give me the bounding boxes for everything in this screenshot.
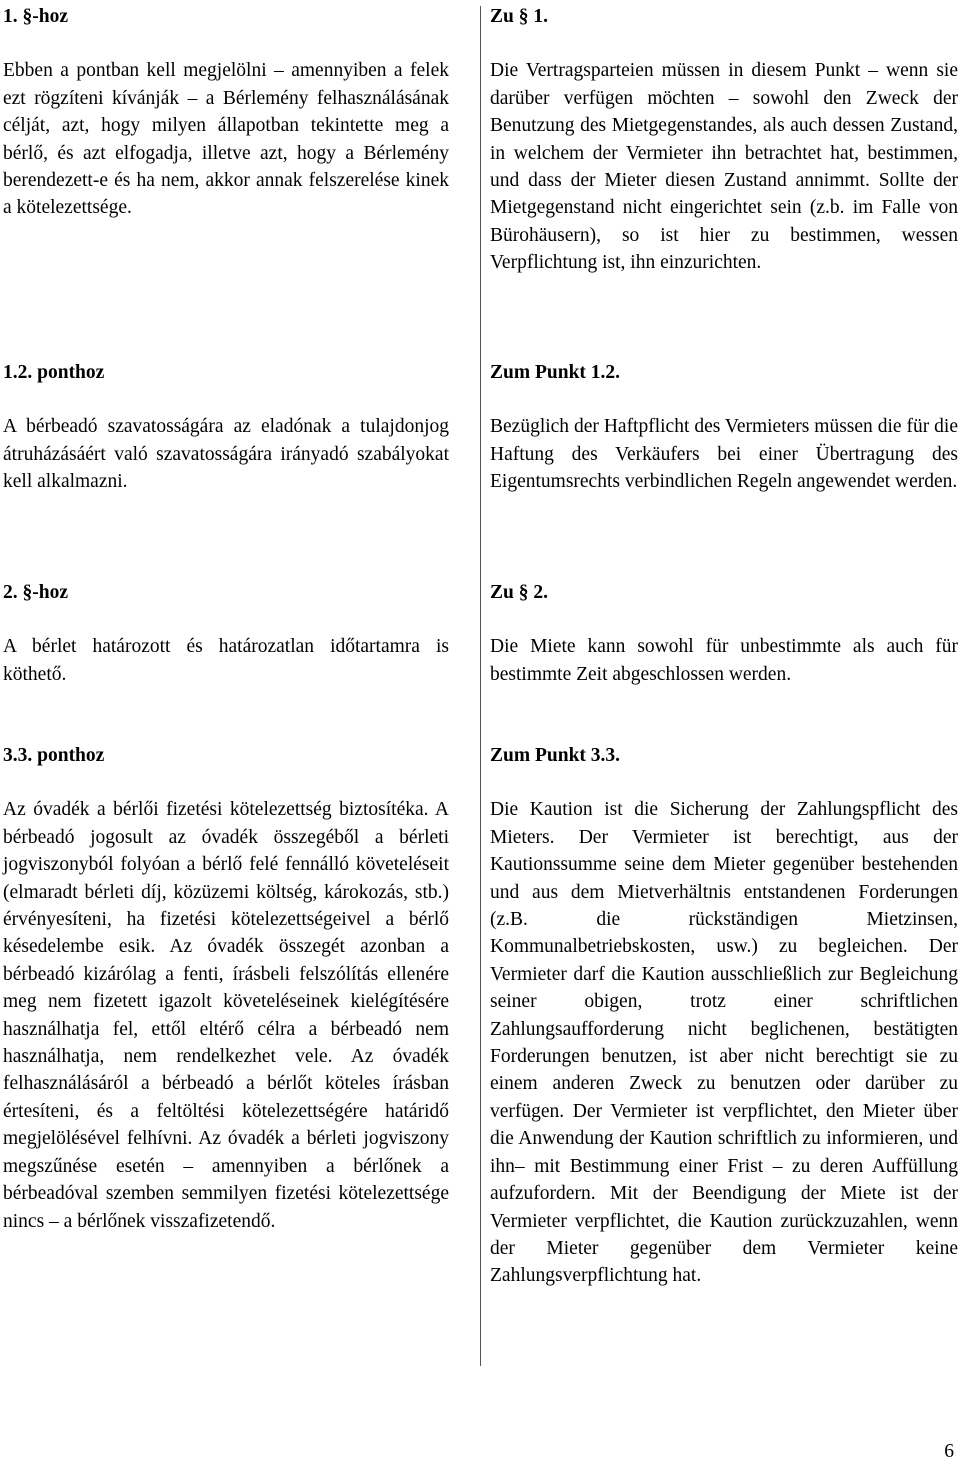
column-divider — [480, 6, 481, 1366]
section-heading: Zu § 2. — [490, 582, 548, 603]
section-heading: 1. §-hoz — [3, 6, 68, 27]
section-text: A bérlet határozott és határozatlan időtartamra is köthető. — [3, 636, 449, 685]
section-heading: Zum Punkt 3.3. — [490, 745, 621, 766]
section-1-de — [490, 3, 958, 277]
section-1-2-de — [490, 359, 958, 496]
section-heading: Zu § 1. — [490, 6, 548, 27]
section-text: Die Kaution ist die Sicherung der Zahlungspflicht des Mieters. Der Vermieter ist berechtigt, aus der Kautionssumme seine dem Mieter gegenüber bestehenden und aus dem Mietverhältnis entstandenen Forderungen (z.B. die rückständigen Mietzinsen, Kommunalbetriebskosten, usw.) zu begleichen. Der Vermieter darf die Kaution ausschließlich zur Begleichung seiner obigen, trotz einer schriftlichen Zahlungsaufforderung nicht beglichenen, bestätigten Forderungen benutzen, ist aber nicht berechtigt sie zu einem anderen Zweck zu benutzen oder darüber zu verfügen. Der Vermieter ist verpflichtet, den Mieter über die Anwendung der Kaution schriftlich zu informieren, und ihn– mit Bestimmung einer Frist – zu deren Auffüllung aufzufordern. Mit der Beendigung der Miete ist der Vermieter verpflichtet, die Kaution zurückzuzahlen, wenn der Mieter gegenüber dem Vermieter keine Zahlungsverpflichtung hat. — [490, 799, 958, 1287]
section-2-hu — [3, 579, 449, 688]
section-2-de — [490, 579, 958, 688]
section-text: Die Vertragsparteien müssen in diesem Punkt – wenn sie darüber verfügen möchten – sowohl den Zweck der Benutzung des Mietgegenstandes, als auch dessen Zustand, in welchem der Vermieter ihn betrachtet hat, bestimmen, und dass der Mieter diesen Zustand annimmt. Sollte der Mietgegenstand nicht eingerichtet sein (z.b. im Falle von Bürohäusern), so ist hier zu bestimmen, wessen Verpflichtung ist, ihn einzurichten. — [490, 60, 958, 274]
section-text: Az óvadék a bérlői fizetési kötelezettség biztosítéka. A bérbeadó jogosult az óvadék összegéből a bérleti jogviszonyból folyóan a bérlő felé fennálló követeléseit (elmaradt bérleti díj, közüzemi költség, károkozás, stb.) érvényesíteni, ha fizetési kötelezettségeivel a bérlő késedelembe esik. Az óvadék összegét azonban a bérbeadó kizárólag a fenti, írásbeli felszólítás ellenére meg nem fizetett igazolt követeléseinek kielégítésére használhatja fel, ettől eltérő célra a bérbeadó nem használhatja, nem rendelkezhet vele. Az óvadék felhasználásáról a bérbeadó a bérlőt köteles írásban értesíteni, és a feltöltési kötelezettségére határidő megjelölésével felhívni. Az óvadék a bérleti jogviszony megszűnése esetén – amennyiben a bérlőnek a bérbeadóval szemben semmilyen fizetési kötelezettsége nincs – a bérlőnek visszafizetendő. — [3, 799, 449, 1232]
section-heading: 3.3. ponthoz — [3, 745, 105, 766]
section-heading: 1.2. ponthoz — [3, 362, 105, 383]
section-3-3-hu — [3, 742, 449, 1235]
section-text: Bezüglich der Haftpflicht des Vermieters müssen die für die Haftung des Verkäufers bei einer Übertragung des Eigentumsrechts verbindlichen Regeln angewendet werden. — [490, 416, 958, 493]
section-1-hu — [3, 3, 449, 222]
section-heading: Zum Punkt 1.2. — [490, 362, 621, 383]
section-text: Ebben a pontban kell megjelölni – amennyiben a felek ezt rögzíteni kívánják – a Bérlemény felhasználásának célját, azt, hogy milyen állapotban tekintette meg a bérlő, és azt elfogadja, illetve azt, hogy a Bérlemény berendezett-e és ha nem, akkor annak felszerelése kinek a kötelezettsége. — [3, 60, 449, 219]
section-text: A bérbeadó szavatosságára az eladónak a tulajdonjog átruházásáért való szavatosságára irányadó szabályokat kell alkalmazni. — [3, 416, 449, 493]
section-1-2-hu — [3, 359, 449, 496]
page-number: 6 — [944, 1441, 954, 1462]
section-text: Die Miete kann sowohl für unbestimmte als auch für bestimmte Zeit abgeschlossen werden. — [490, 636, 958, 685]
section-heading: 2. §-hoz — [3, 582, 68, 603]
section-3-3-de — [490, 742, 958, 1290]
